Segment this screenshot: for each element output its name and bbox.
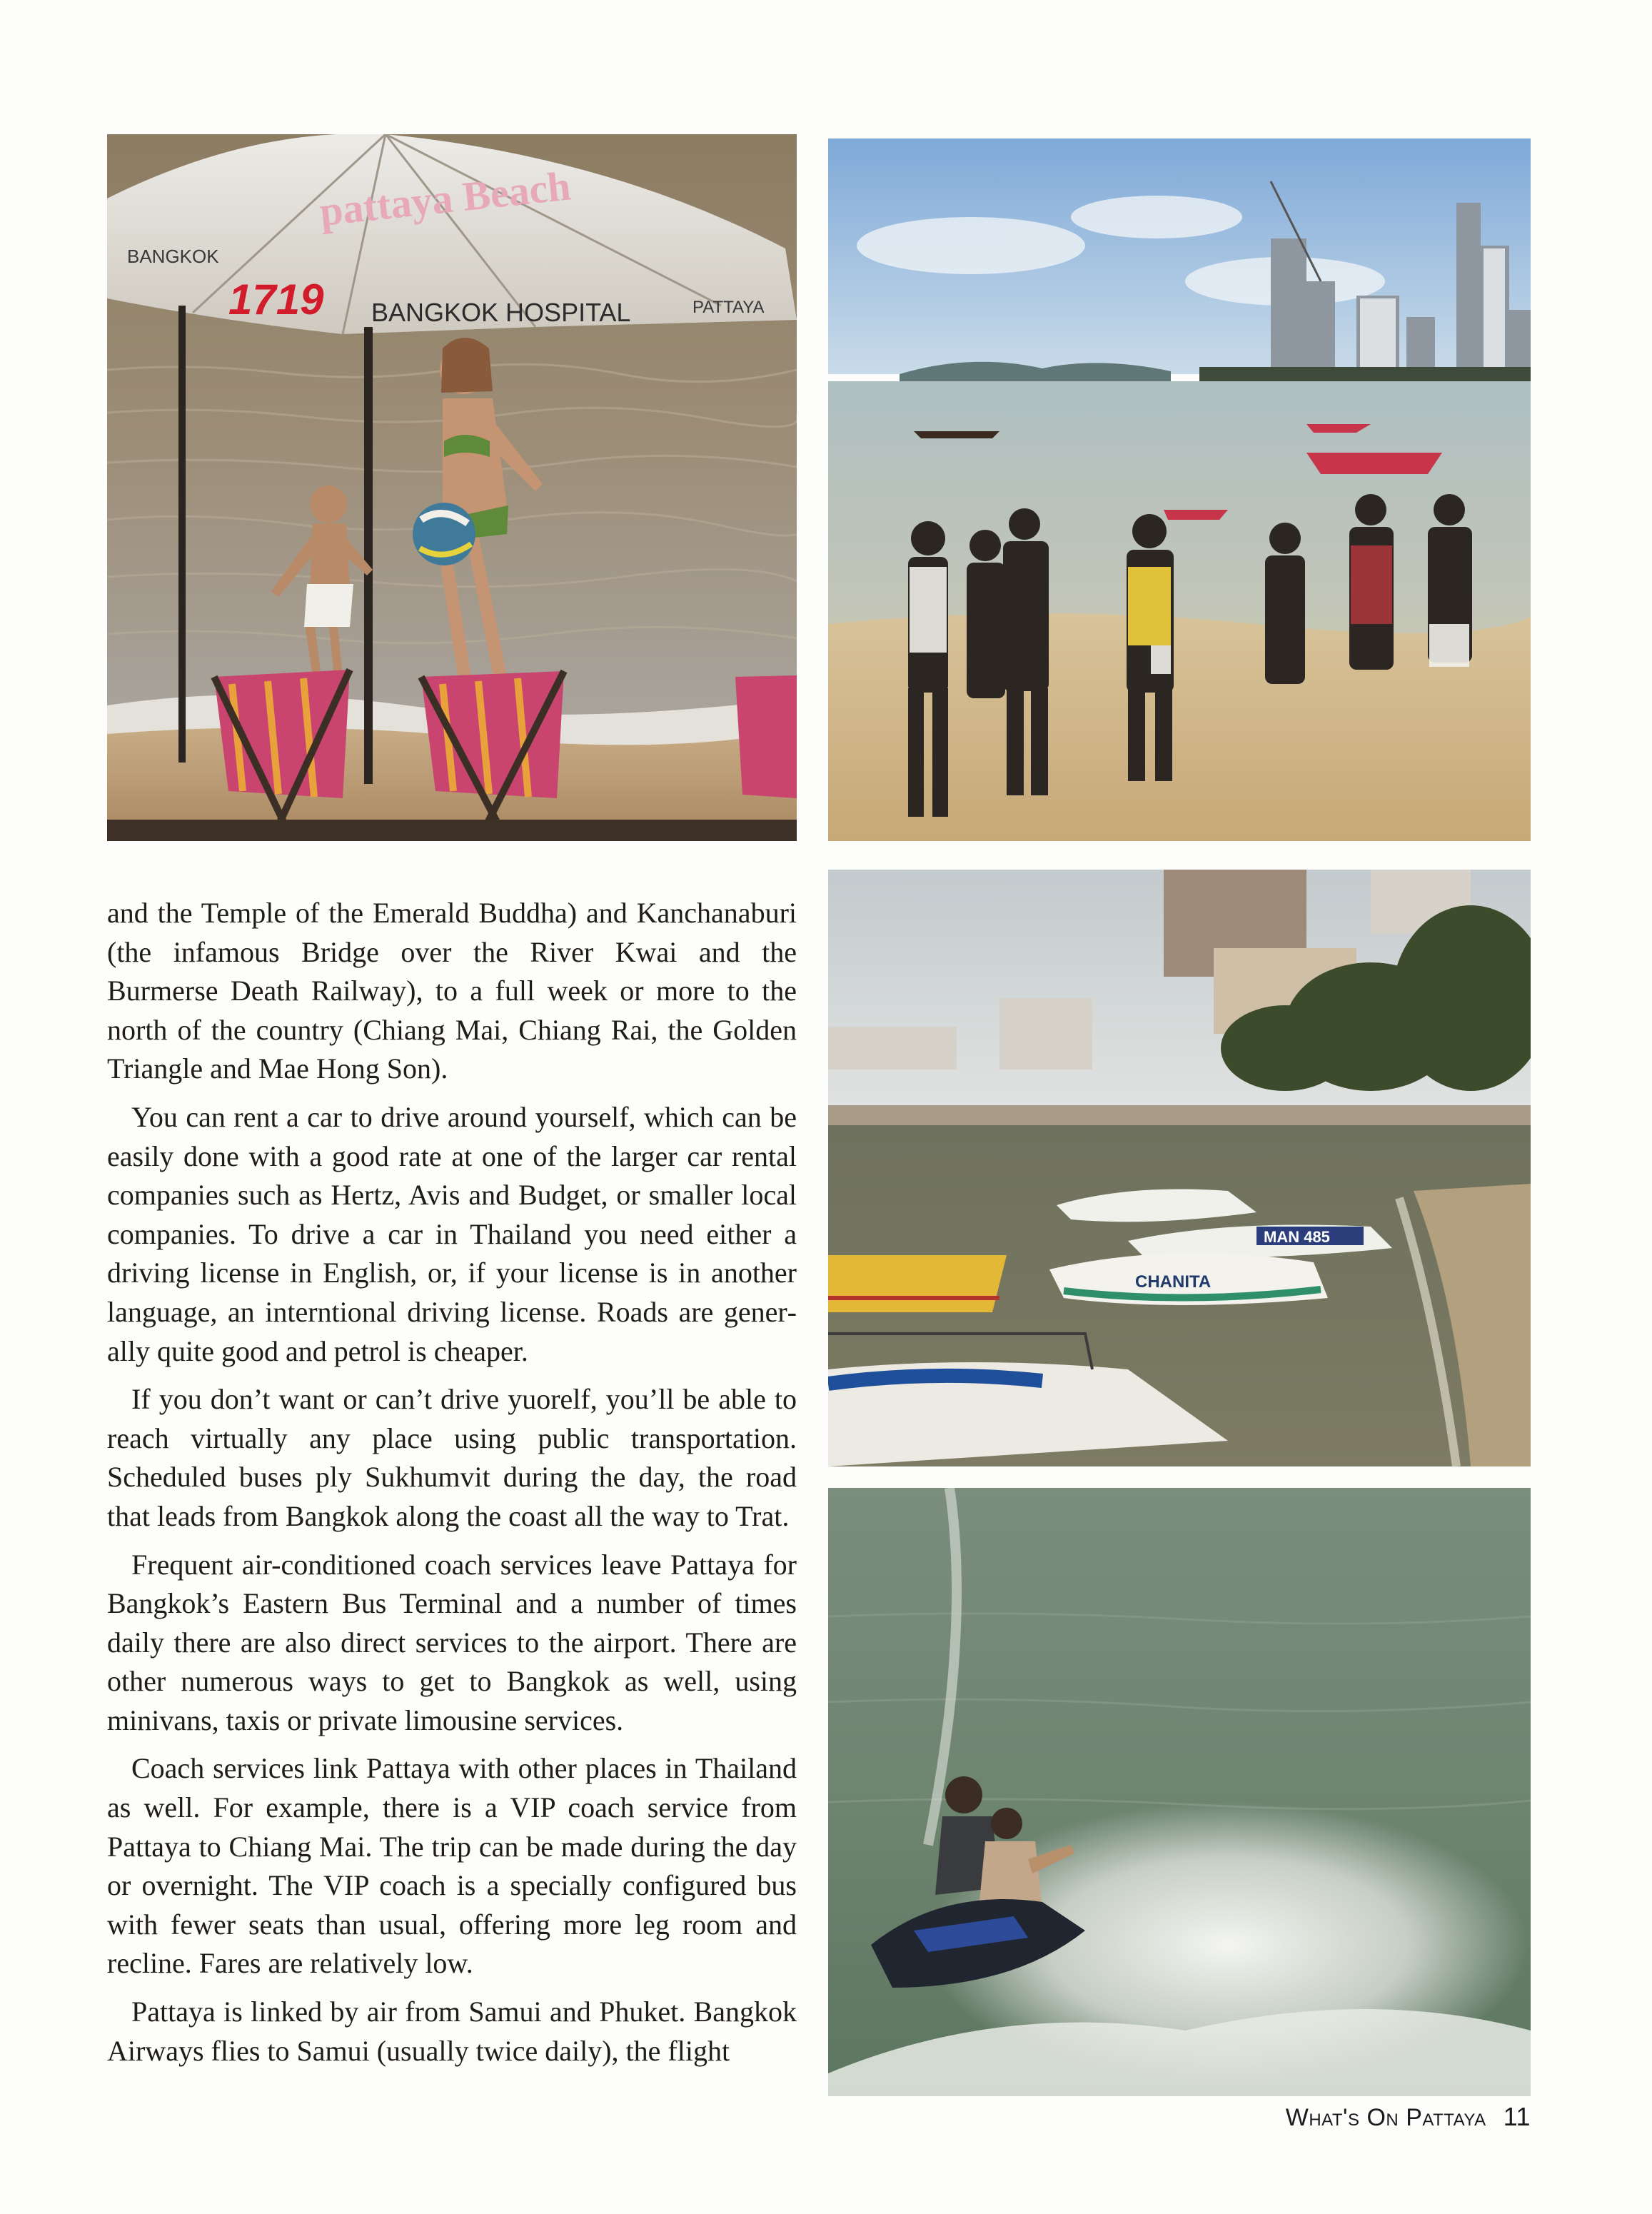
photo-speedboats-graphic <box>828 870 1531 1466</box>
umbrella-hospital-text: BANGKOK HOSPITAL <box>371 298 631 327</box>
photo-skyline-beach <box>828 139 1531 841</box>
photo-jetski <box>828 1488 1531 2096</box>
page-number: 11 <box>1503 2102 1531 2131</box>
article-paragraph: Coach services link Pattaya with other places in Thailand as well. For example, there is a VIP coach service from Pattaya to Chiang Mai. The trip can be made during the day or overnight. The VIP coach is a specially configured bus with fewer seats than usual, offering more leg room and recline. Fares are relatively low. <box>107 1752 797 1980</box>
umbrella-brand-text: pattaya Beach <box>317 162 573 235</box>
photo-speedboats <box>828 870 1531 1466</box>
article-paragraph: Pattaya is linked by air from Samui and Phuket. Bangkok Airways flies to Samui (usually twice daily), the flight <box>107 1996 797 2067</box>
umbrella-side-left-text: BANGKOK <box>127 246 219 267</box>
article-body <box>107 894 797 2080</box>
article-paragraph: You can rent a car to drive around yourself, which can be easily done with a good rate at one of the larger car rental companies such as Hertz, Avis and Budget, or smaller local companies. To drive a car in Thailand you need either a driving license in English, or, if your license is in another language, an interntional driving license. Roads are generally quite good and petrol is cheaper. <box>107 1100 797 1367</box>
umbrella-side-right-text: PATTAYA <box>692 298 765 317</box>
article-paragraph: Frequent air-conditioned coach services leave Pattaya for Bangkok’s Eastern Bus Terminal and a number of times daily there are also direct services to the airport. There are other numerous ways to get to Bangkok as well, using minivans, taxis or private limousine services. <box>107 1548 797 1736</box>
photo-skyline-beach-graphic <box>828 139 1531 841</box>
magazine-name: What's On Pattaya <box>1285 2104 1486 2131</box>
photo-jetski-graphic <box>828 1488 1531 2096</box>
article-paragraph: If you don’t want or can’t drive yuorelf, you’ll be able to reach virtually any place using public transportation. Scheduled buses ply Sukhumvit during the day, the road that leads from Bangkok along the coast all the way to Trat. <box>107 1383 797 1532</box>
boat-label-2: CHANITA <box>1135 1272 1212 1292</box>
page-footer <box>1142 2102 1531 2132</box>
boat-label-1: MAN 485 <box>1264 1228 1330 1246</box>
photo-beach-umbrella <box>107 134 797 841</box>
article-paragraph: and the Temple of the Emerald Buddha) and Kanchanaburi (the infamous Bridge over the River Kwai and the Burmerse Death Railway), to a full week or more to the north of the country (Chiang Mai, Chiang Rai, the Golden Triangle and Mae Hong Son). <box>107 897 797 1085</box>
umbrella-phone-text: 1719 <box>228 276 324 323</box>
photo-beach-umbrella-graphic <box>107 134 797 841</box>
